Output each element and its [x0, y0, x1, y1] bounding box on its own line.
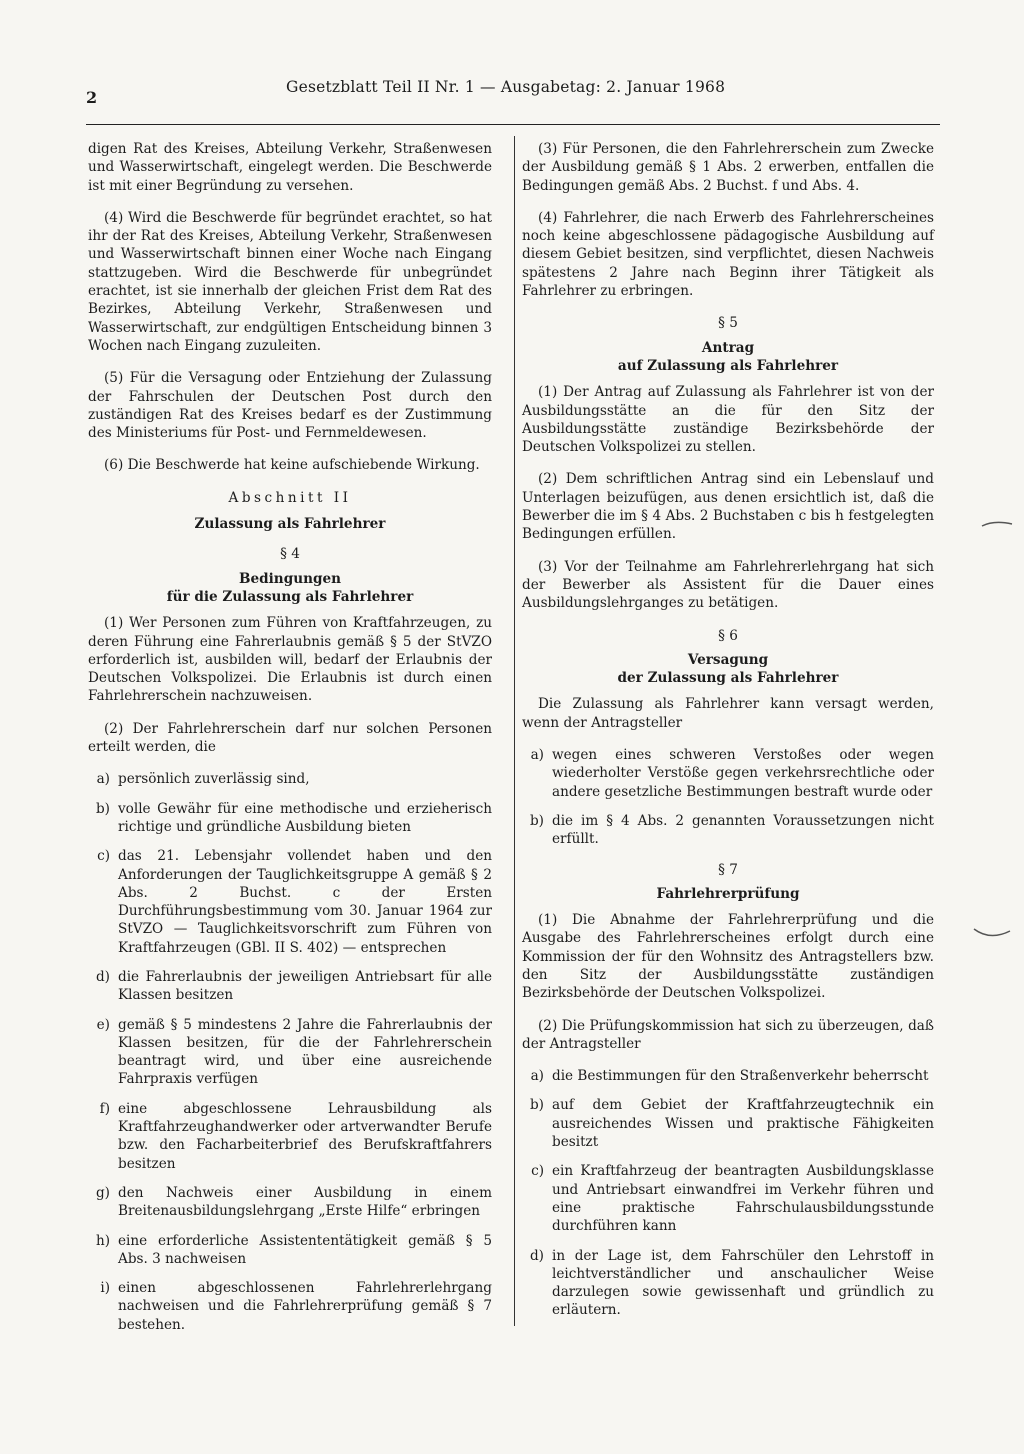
list-item: [88, 1016, 492, 1089]
list-item-text: in der Lage ist, dem Fahrschüler den Lehrstoff in leichtverständlicher und anschaulicher Weise darzulegen sowie gewissenhaft und gründlich zu erläutern.: [552, 1247, 934, 1319]
section-5-title-1: Antrag: [701, 339, 755, 356]
section-5-heading: [522, 339, 934, 376]
list-item-label: e): [96, 1016, 110, 1033]
section-6-list: [522, 746, 934, 848]
section-5-paragraph-3: (3) Vor der Teilnahme am Fahrlehrerlehrgang hat sich der Bewerber als Assistent für die Dauer eines Ausbildungslehrganges zu betätigen.: [522, 558, 934, 612]
list-item-label: b): [529, 1097, 544, 1114]
list-item: [522, 812, 934, 849]
paragraph-6: (6) Die Beschwerde hat keine aufschiebende Wirkung.: [104, 457, 480, 474]
section-6-sign: § 6: [718, 627, 738, 644]
section-6-heading: [522, 651, 934, 688]
list-item-label: g): [95, 1184, 110, 1201]
list-item-label: h): [95, 1232, 110, 1249]
section-4-paragraph-2: (2) Der Fahrlehrerschein darf nur solchen Personen erteilt werden, die: [88, 720, 492, 756]
list-item-text: eine erforderliche Assistententätigkeit gemäß § 5 Abs. 3 nachweisen: [118, 1232, 492, 1267]
paragraph-continued: digen Rat des Kreises, Abteilung Verkehr, Straßenwesen und Wasserwirtschaft, eingelegt werden. Die Beschwerde ist mit einer Begründung zu versehen.: [88, 141, 492, 194]
list-item-text: das 21. Lebensjahr vollendet haben und den Anforderungen der Tauglichkeitsgruppe A gemäß § 2 Abs. 2 Buchst. c der Ersten Durchführungsbestimmung vom 30. Januar 1964 zur StVZO — Tauglichkeitsvorschrift zum Führen von Kraftfahrzeugen (GBl. II S. 402) — entsprechen: [118, 848, 492, 956]
list-item-text: einen abgeschlossenen Fahrlehrerlehrgang nachweisen und die Fahrlehrerprüfung gemäß § 7 bestehen.: [118, 1280, 492, 1333]
section-4-paragraph-1: (1) Wer Personen zum Führen von Kraftfahrzeugen, zu deren Führung eine Fahrerlaubnis gemäß § 5 der StVZO erforderlich ist, ausbilden will, bedarf der Erlaubnis der Deutschen Volkspolizei. Die Erlaubnis ist durch einen Fahrlehrerschein nachzuweisen.: [88, 615, 492, 705]
section-title: Zulassung als Fahrlehrer: [194, 516, 386, 533]
section-5-sign: § 5: [718, 315, 738, 332]
header-rule: [86, 124, 940, 125]
section-label: Abschnitt II: [228, 489, 352, 506]
section-6-intro: Die Zulassung als Fahrlehrer kann versagt werden, wenn der Antragsteller: [522, 696, 934, 731]
list-item-text: gemäß § 5 mindestens 2 Jahre die Fahrerlaubnis der Klassen besitzen, für die der Fahrlehrerschein beantragt wird, und über eine ausreichende Fahrpraxis verfügen: [118, 1016, 492, 1088]
list-item-text: auf dem Gebiet der Kraftfahrzeugtechnik ein ausreichendes Wissen und praktische Fähigkeiten besitzt: [552, 1097, 934, 1151]
section-6-title-1: Versagung: [687, 651, 769, 668]
section-6-title-2: der Zulassung als Fahrlehrer: [617, 670, 839, 687]
list-item: [88, 800, 492, 837]
section-7-list: [522, 1067, 934, 1320]
section-7-sign: § 7: [718, 861, 738, 878]
list-item-label: b): [529, 812, 544, 829]
section-7-title: Fahrlehrerprüfung: [656, 885, 800, 902]
page-number: 2: [86, 88, 98, 107]
list-item: [88, 1232, 492, 1269]
list-item-text: die Bestimmungen für den Straßenverkehr beherrscht: [552, 1068, 929, 1085]
list-item-label: a): [530, 747, 544, 764]
list-item-text: die im § 4 Abs. 2 genannten Voraussetzungen nicht erfüllt.: [552, 812, 934, 848]
list-item: [88, 1279, 492, 1334]
right-column: [522, 140, 934, 1331]
margin-mark-icon: [972, 925, 1012, 941]
header-title: Gesetzblatt Teil II Nr. 1 — Ausgabetag: 2. Januar 1968: [286, 78, 726, 96]
column-divider: [514, 136, 515, 1326]
section-7-paragraph-1: (1) Die Abnahme der Fahrlehrerprüfung und die Ausgabe des Fahrlehrerscheines erfolgt durch eine Kommission der für den Wohnsitz des Antragstellers bzw. den Sitz der Ausbildungsstätte zuständigen Bezirksbehörde der Deutschen Volkspolizei.: [522, 912, 934, 1002]
section-5-title-2: auf Zulassung als Fahrlehrer: [617, 357, 839, 374]
list-item-label: a): [96, 771, 110, 788]
section-7-paragraph-2: (2) Die Prüfungskommission hat sich zu überzeugen, daß der Antragsteller: [522, 1017, 934, 1052]
list-item: [88, 1100, 492, 1173]
list-item: [88, 770, 492, 788]
list-item-label: f): [99, 1100, 110, 1117]
page-header: [86, 78, 940, 106]
section-5-paragraph-2: (2) Dem schriftlichen Antrag sind ein Lebenslauf und Unterlagen beizufügen, aus denen ersichtlich ist, daß die Bewerber die im § 4 Abs. 2 Buchstaben c bis h festgelegten Bedingungen erfüllen.: [522, 471, 934, 543]
list-item-label: i): [100, 1280, 110, 1297]
list-item: [522, 1096, 934, 1151]
list-item: [522, 1247, 934, 1320]
list-item-label: b): [95, 800, 110, 817]
section-4-heading: [88, 570, 492, 607]
list-item: [522, 1067, 934, 1085]
list-item: [88, 847, 492, 957]
section-4-list: [88, 770, 492, 1334]
list-item-text: ein Kraftfahrzeug der beantragten Ausbildungsklasse und Antriebsart einwandfrei im Verkehr führen und eine praktische Fahrschulausbildungsstunde durchführen kann: [552, 1163, 934, 1235]
list-item-label: d): [95, 968, 110, 985]
list-item-text: die Fahrerlaubnis der jeweiligen Antriebsart für alle Klassen besitzen: [118, 968, 492, 1004]
list-item-label: a): [530, 1068, 544, 1085]
paragraph-4-right: (4) Fahrlehrer, die nach Erwerb des Fahrlehrerscheines noch keine abgeschlossene pädagogische Ausbildung auf diesem Gebiet besitzen, sind verpflichtet, diesen Nachweis spätestens 2 Jahre nach Beginn ihrer Tätigkeit als Fahrlehrer zu erbringen.: [522, 209, 934, 300]
section-4-sign: § 4: [280, 546, 300, 563]
list-item-text: eine abgeschlossene Lehrausbildung als Kraftfahrzeughandwerker oder artverwandter Berufe bzw. den Facharbeiterbrief des Berufskraftfahrers besitzen: [118, 1100, 492, 1172]
list-item-label: c): [97, 848, 110, 865]
list-item-text: persönlich zuverlässig sind,: [118, 771, 310, 788]
section-4-title-1: Bedingungen: [239, 570, 341, 587]
list-item: [88, 968, 492, 1005]
paragraph-3-right: (3) Für Personen, die den Fahrlehrerschein zum Zwecke der Ausbildung gemäß § 1 Abs. 2 erwerben, entfallen die Bedingungen gemäß Abs. 2 Buchst. f und Abs. 4.: [522, 141, 934, 194]
margin-mark-icon: [980, 518, 1014, 532]
paragraph-5: (5) Für die Versagung oder Entziehung der Zulassung der Fahrschulen der Deutschen Post durch den zuständigen Rat des Kreises bedarf es der Zustimmung des Ministeriums für Post- und Fernmeldewesen.: [88, 370, 492, 442]
list-item-text: volle Gewähr für eine methodische und erzieherisch richtige und gründliche Ausbildung bieten: [118, 800, 492, 835]
list-item-text: wegen eines schweren Verstoßes oder wegen wiederholter Verstöße gegen verkehrsrechtliche oder andere gesetzliche Bestimmungen bestraft wurde oder: [552, 747, 934, 800]
list-item-text: den Nachweis einer Ausbildung in einem Breitenausbildungslehrgang „Erste Hilfe“ erbringen: [118, 1184, 492, 1220]
list-item: [522, 746, 934, 801]
list-item-label: d): [529, 1247, 544, 1264]
paragraph-4: (4) Wird die Beschwerde für begründet erachtet, so hat ihr der Rat des Kreises, Abteilung Verkehr, Straßenwesen und Wasserwirtschaft binnen einer Woche nach Eingang stattzugeben. Wird die Beschwerde für unbegründet erachtet, ist sie innerhalb der gleichen Frist dem Rat des Bezirkes, Abteilung Verkehr, Straßenwesen und Wasserwirtschaft, zur endgültigen Entscheidung binnen 3 Wochen nach Eingang zuzuleiten.: [88, 209, 492, 354]
left-column: [88, 140, 492, 1345]
section-5-paragraph-1: (1) Der Antrag auf Zulassung als Fahrlehrer ist von der Ausbildungsstätte an die für den Sitz der Ausbildungsstätte zuständige Bezirksbehörde der Deutschen Volkspolizei zu stellen.: [522, 384, 934, 456]
list-item: [88, 1184, 492, 1221]
section-4-title-2: für die Zulassung als Fahrlehrer: [166, 588, 414, 605]
list-item-label: c): [531, 1163, 544, 1180]
list-item: [522, 1162, 934, 1235]
